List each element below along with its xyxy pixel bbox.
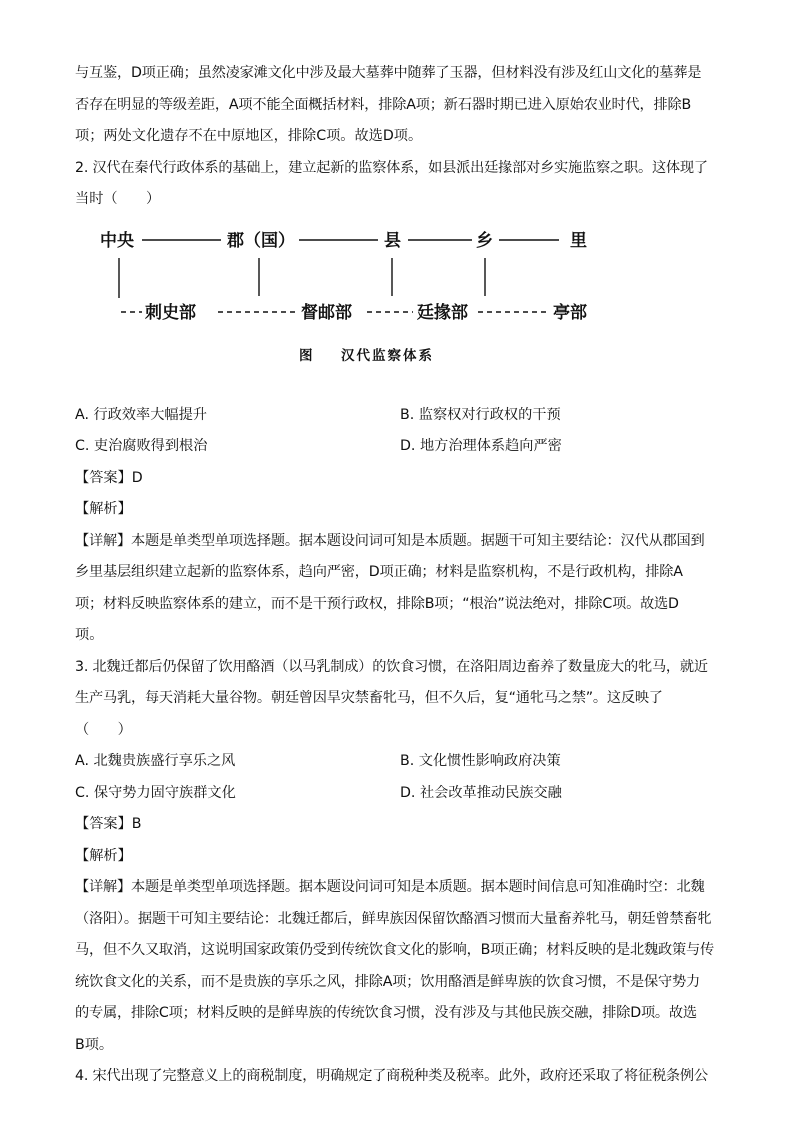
detail-line: B项。 bbox=[75, 1036, 114, 1053]
node-village: 里 bbox=[570, 230, 587, 251]
detail-line: （洛阳）。据题干可知主要结论：北魏迁都后，鲜卑族因保留饮酪酒习惯而大量畜养牝马，朝廷曾禁畜牝 bbox=[75, 910, 712, 927]
diagram-caption: 汉代监察体系 bbox=[341, 347, 434, 364]
option-b: B. 文化惯性影响政府决策 bbox=[400, 753, 561, 769]
node-tingyuan: 廷掾部 bbox=[417, 302, 468, 323]
node-duyou: 督邮部 bbox=[301, 302, 352, 323]
detail-line: 【详解】本题是单类型单项选择题。据本题设问词可知是本质题。据本题时间信息可知准确时空：北魏 bbox=[75, 879, 705, 895]
detail-line: 项。 bbox=[75, 627, 104, 643]
question-stem-line: （ ） bbox=[75, 721, 132, 738]
node-cishi: 刺史部 bbox=[145, 302, 196, 323]
option-c: C. 吏治腐败得到根治 bbox=[75, 438, 208, 454]
question-stem-line: 2. 汉代在秦代行政体系的基础上，建立起新的监察体系，如县派出廷掾部对乡实施监察之职。这体现了 bbox=[75, 159, 708, 176]
detail-line: 的专属，排除C项；材料反映的是鲜卑族的传统饮食习惯，没有涉及与其他民族交融，排除D项。故选 bbox=[75, 1005, 697, 1021]
option-d: D. 社会改革推动民族交融 bbox=[400, 784, 562, 801]
document-page bbox=[75, 58, 725, 1093]
node-county: 县 bbox=[384, 230, 401, 251]
answer-label: 【答案】D bbox=[75, 469, 143, 486]
option-d: D. 地方治理体系趋向严密 bbox=[400, 438, 562, 454]
detail-line: 项；材料反映监察体系的建立，而不是干预行政权，排除B项；“根治”说法绝对，排除C项。故选D bbox=[75, 595, 679, 612]
node-commandery: 郡（国） bbox=[227, 230, 295, 251]
diagram-caption-prefix: 图 bbox=[299, 347, 313, 364]
question-3 bbox=[75, 652, 725, 1062]
analysis-label: 【解析】 bbox=[75, 501, 132, 517]
question-2 bbox=[75, 153, 725, 652]
question-stem-line: 生产马乳，每天消耗大量谷物。朝廷曾因旱灾禁畜牝马，但不久后，复“通牝马之禁”。这反映了 bbox=[75, 690, 663, 706]
answer-options bbox=[75, 400, 725, 463]
detail-line: 统饮食文化的关系，而不是贵族的享乐之风，排除A项；饮用酪酒是鲜卑族的饮食习惯，不是保守势力 bbox=[75, 973, 700, 990]
diagram-svg bbox=[75, 216, 725, 400]
question-stem-line: 3. 北魏迁都后仍保留了饮用酪酒（以马乳制成）的饮食习惯，在洛阳周边畜养了数量庞大的牝马，就近 bbox=[75, 658, 708, 675]
question-stem-line: 4. 宋代出现了完整意义上的商税制度，明确规定了商税种类及税率。此外，政府还采取了将征税条例公 bbox=[75, 1068, 708, 1084]
text-line: 项；两处文化遗存不在中原地区，排除C项。故选D项。 bbox=[75, 128, 423, 144]
node-central: 中央 bbox=[100, 230, 134, 251]
supervision-system-diagram bbox=[75, 216, 725, 400]
text-line: 否存在明显的等级差距，A项不能全面概括材料，排除A项；新石器时期已进入原始农业时代，排除B bbox=[75, 96, 692, 113]
node-township: 乡 bbox=[476, 230, 493, 251]
answer-label: 【答案】B bbox=[75, 816, 142, 832]
answer-options bbox=[75, 746, 725, 809]
q1-explanation-tail bbox=[75, 58, 725, 153]
question-4 bbox=[75, 1061, 725, 1093]
analysis-label: 【解析】 bbox=[75, 847, 132, 864]
question-stem-line: 当时（ ） bbox=[75, 191, 161, 207]
detail-line: 马，但不久又取消，这说明国家政策仍受到传统饮食文化的影响，B项正确；材料反映的是北魏政策与传 bbox=[75, 942, 714, 958]
text-line: 与互鉴，D项正确；虽然凌家滩文化中涉及最大墓葬中随葬了玉器，但材料没有涉及红山文化的墓葬是 bbox=[75, 65, 702, 81]
option-a: A. 北魏贵族盛行享乐之风 bbox=[75, 753, 236, 769]
option-a: A. 行政效率大幅提升 bbox=[75, 406, 207, 423]
detail-line: 乡里基层组织建立起新的监察体系，趋向严密，D项正确；材料是监察机构，不是行政机构，排除A bbox=[75, 564, 683, 580]
option-c: C. 保守势力固守族群文化 bbox=[75, 784, 236, 801]
node-tingbu: 亭部 bbox=[553, 302, 587, 323]
detail-line: 【详解】本题是单类型单项选择题。据本题设问词可知是本质题。据题干可知主要结论：汉代从郡国到 bbox=[75, 532, 705, 549]
option-b: B. 监察权对行政权的干预 bbox=[400, 406, 561, 423]
